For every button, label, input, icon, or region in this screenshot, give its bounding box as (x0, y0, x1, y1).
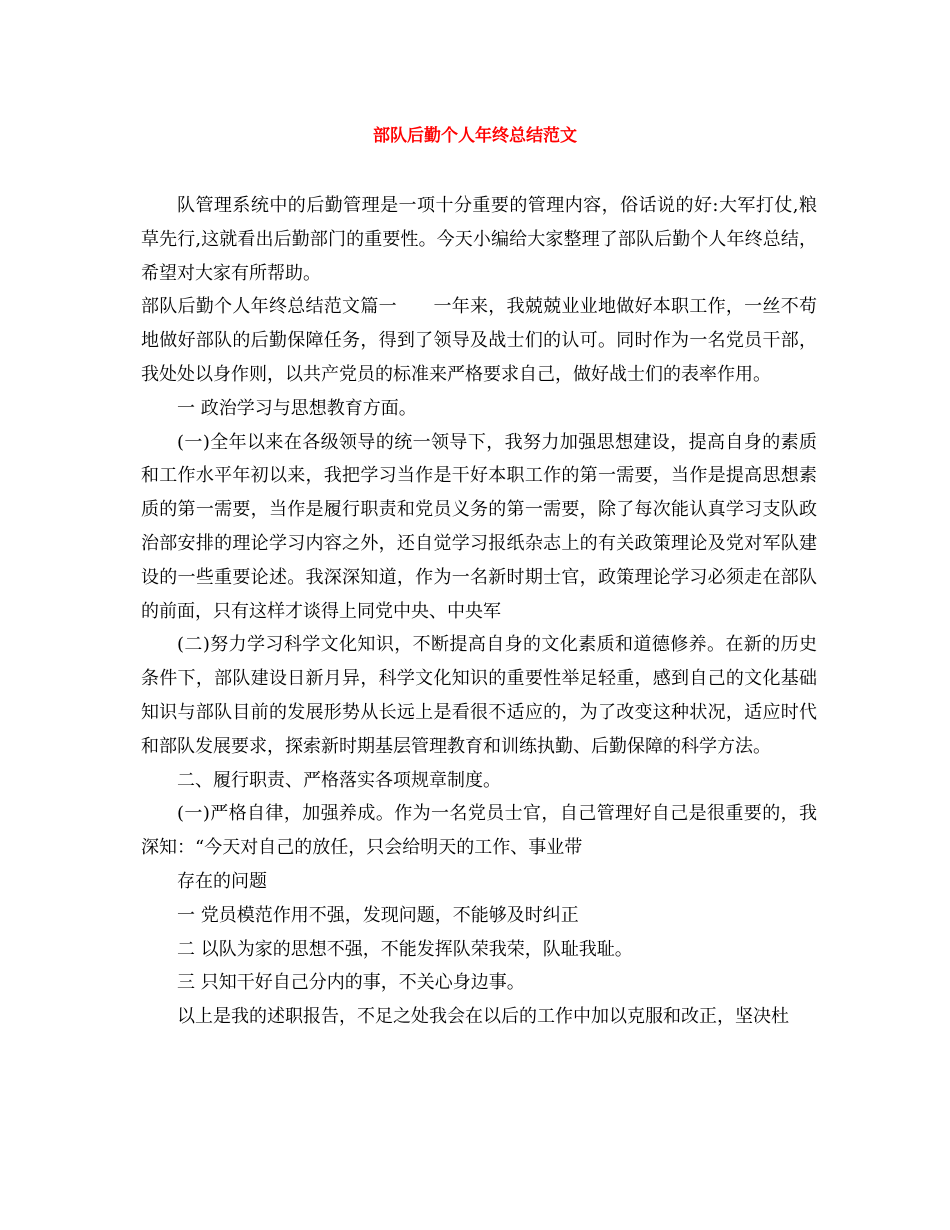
problem-item-3: 三 只知干好自己分内的事，不关心身边事。 (177, 972, 525, 994)
heading-problems: 存在的问题 (177, 870, 267, 892)
problem-item-1: 一 党员模范作用不强，发现问题，不能够及时纠正 (177, 904, 579, 926)
document-body (141, 189, 817, 1034)
heading-political-study: 一 政治学习与思想教育方面。 (177, 397, 417, 419)
heading-duties: 二、履行职责、严格落实各项规章制度。 (177, 769, 501, 791)
closing-paragraph: 以上是我的述职报告，不足之处我会在以后的工作中加以克服和改正，坚决杜 (177, 1006, 789, 1028)
intro-paragraph: 队管理系统中的后勤管理是一项十分重要的管理内容，俗话说的好:大军打仗,粮草先行,这就看出后勤部门的重要性。今天小编给大家整理了部队后勤个人年终总结，希望对大家有所帮助。 (141, 195, 817, 284)
section-heading-paragraph: 部队后勤个人年终总结范文篇一 一年来，我兢兢业业地做好本职工作，一丝不苟地做好部队的后勤保障任务，得到了领导及战士们的认可。同时作为一名党员干部，我处处以身作则，以共产党员的标准来严格要求自己，做好战士们的表率作用。 (141, 296, 817, 385)
paragraph-item-2: (二)努力学习科学文化知识，不断提高自身的文化素质和道德修养。在新的历史条件下，部队建设日新月异，科学文化知识的重要性举足轻重，感到自己的文化基础知识与部队目前的发展形势从长远上是看很不适应的，为了改变这种状况，适应时代和部队发展要求，探索新时期基层管理教育和训练执勤、后勤保障的科学方法。 (141, 634, 817, 757)
paragraph-self-discipline: (一)严格自律，加强养成。作为一名党员士官，自己管理好自己是很重要的，我深知：“今天对自己的放任，只会给明天的工作、事业带 (141, 803, 817, 859)
problem-item-2: 二 以队为家的思想不强，不能发挥队荣我荣，队耻我耻。 (177, 938, 633, 960)
document-title: 部队后勤个人年终总结范文 (373, 126, 577, 146)
paragraph-item-1: (一)全年以来在各级领导的统一领导下，我努力加强思想建设，提高自身的素质和工作水平年初以来，我把学习当作是干好本职工作的第一需要，当作是提高思想素质的第一需要，当作是履行职责和党员义务的第一需要，除了每次能认真学习支队政治部安排的理论学习内容之外，还自觉学习报纸杂志上的有关政策理论及党对军队建设的一些重要论述。我深深知道，作为一名新时期士官，政策理论学习必须走在部队的前面，只有这样才谈得上同党中央、中央军 (141, 431, 817, 622)
